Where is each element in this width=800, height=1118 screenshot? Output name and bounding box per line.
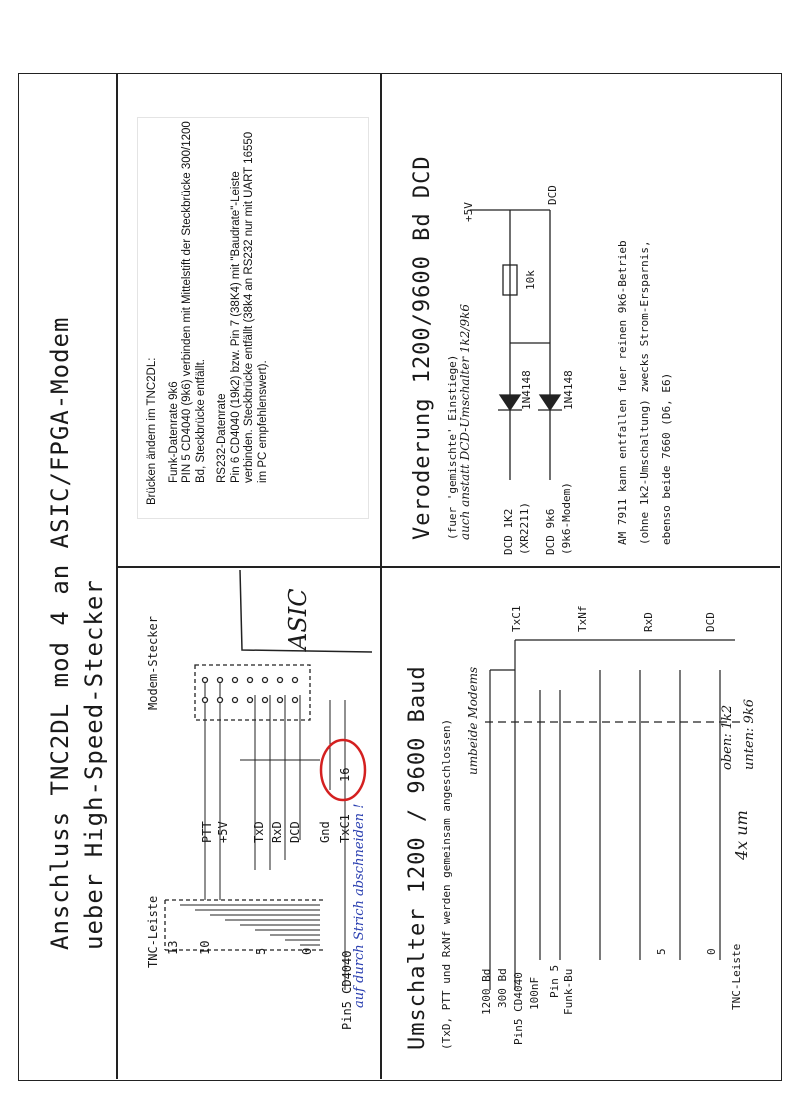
switch-tnc-pin0: 0: [705, 948, 718, 955]
note-item1-text: PIN 5 CD4040 (9k6) verbinden mit Mittelstift der Steckbrücke 300/1200 Bd, Steckbrücke entfällt.: [181, 121, 207, 483]
or-footer-1: AM 7911 kann entfallen fuer reinen 9k6-Betrieb: [616, 240, 629, 545]
output-txc1: TxC1: [510, 605, 523, 632]
handwritten-4x-um: 4x um: [732, 810, 751, 860]
note-item2-title: RS232-Datenrate: [216, 393, 228, 483]
input-100nf: 100nF: [528, 976, 541, 1010]
tnc-pin-13: 13: [166, 940, 180, 955]
input-300bd: 300 Bd: [496, 968, 509, 1008]
input-pin5-cd4040: Pin5 CD4040: [512, 972, 525, 1045]
note-item1-title: Funk-Datenrate 9k6: [167, 381, 180, 483]
or-title: Veroderung 1200/9600 Bd DCD: [410, 155, 435, 540]
switch-subtitle: (TxD, PTT und RxNf werden gemeinsam angeschlossen): [440, 718, 453, 1050]
or-handwritten-note: auch anstatt DCD-Umschalter 1k2/9k6: [458, 303, 472, 540]
signal-dcd: DCD: [288, 821, 302, 843]
note-intro: Brücken ändern im TNC2DL:: [146, 357, 158, 505]
or-dcd-1k2-sub: (XR2211): [518, 502, 531, 555]
signal-txc1: TxC1: [338, 814, 352, 843]
txc-pin-16: 16: [338, 767, 352, 782]
or-footer-3: ebenso beide 7660 (D6, E6): [660, 372, 673, 545]
signal-gnd: Gnd: [318, 821, 332, 843]
handwritten-cut-note: auf durch Strich abschneiden !: [352, 803, 367, 1008]
handwritten-unten: unten: 9k6: [742, 699, 757, 770]
tnc-pin-0: 0: [300, 947, 314, 955]
or-footer-2: (ohne 1k2-Umschaltung) zwecks Strom-Ersparnis,: [638, 240, 651, 545]
signal-txd: TxD: [252, 821, 266, 843]
or-diode-2: 1N4148: [562, 370, 575, 410]
input-1200bd: 1200 Bd: [480, 968, 493, 1015]
switch-handwritten-note: umbeide Modems: [466, 666, 480, 775]
note-item2-text: Pin 6 CD4040 (19k2) bzw. Pin 7 (38K4) mit "Baudrate"-Leiste verbinden. Steckbrücke entfällt (38k4 an RS232 nur mit UART 16550 im PC empfehlenswert).: [229, 131, 269, 483]
title-line-1: Anschluss TNC2DL mod 4 an ASIC/FPGA-Modem: [46, 316, 74, 950]
output-txnf: TxNf: [576, 605, 589, 632]
tnc-leiste-label: TNC-Leiste: [146, 895, 160, 968]
tnc-pin-5: 5: [254, 947, 268, 955]
or-dcd-9k6-sub: (9k6-Modem): [560, 482, 573, 555]
or-resistor: 10k: [524, 270, 537, 290]
output-dcd: DCD: [704, 612, 717, 632]
signal-rxd: RxD: [270, 821, 284, 843]
title-line-2: ueber High-Speed-Stecker: [80, 579, 108, 950]
asic-label: ASIC: [284, 588, 312, 650]
switch-tnc-label: TNC-Leiste: [730, 943, 743, 1010]
modem-stecker-label: Modem-Stecker: [146, 616, 160, 710]
switch-tnc-pin5: 5: [655, 948, 668, 955]
signal-ptt: PTT: [200, 821, 214, 843]
handwritten-oben: oben: 1k2: [720, 704, 735, 770]
signal-5v: +5V: [216, 821, 230, 843]
input-funk-bu: Funk-Bu: [562, 968, 575, 1015]
or-diode-1: 1N4148: [520, 370, 533, 410]
output-rxd: RxD: [642, 612, 655, 632]
switch-title: Umschalter 1200 / 9600 Baud: [405, 665, 430, 1050]
or-out: DCD: [546, 185, 559, 205]
or-dcd-9k6: DCD 9k6: [544, 508, 557, 555]
or-dcd-1k2: DCD 1K2: [502, 508, 515, 555]
tnc-pin-10: 10: [198, 940, 212, 955]
pin5-cd4040-label: Pin5 CD4040: [340, 950, 354, 1030]
or-vcc: +5V: [462, 202, 475, 222]
or-subtitle: (fuer 'gemischte' Einstiege): [446, 354, 459, 540]
note-text-block: [146, 120, 270, 505]
input-pin5: Pin 5: [548, 964, 561, 998]
